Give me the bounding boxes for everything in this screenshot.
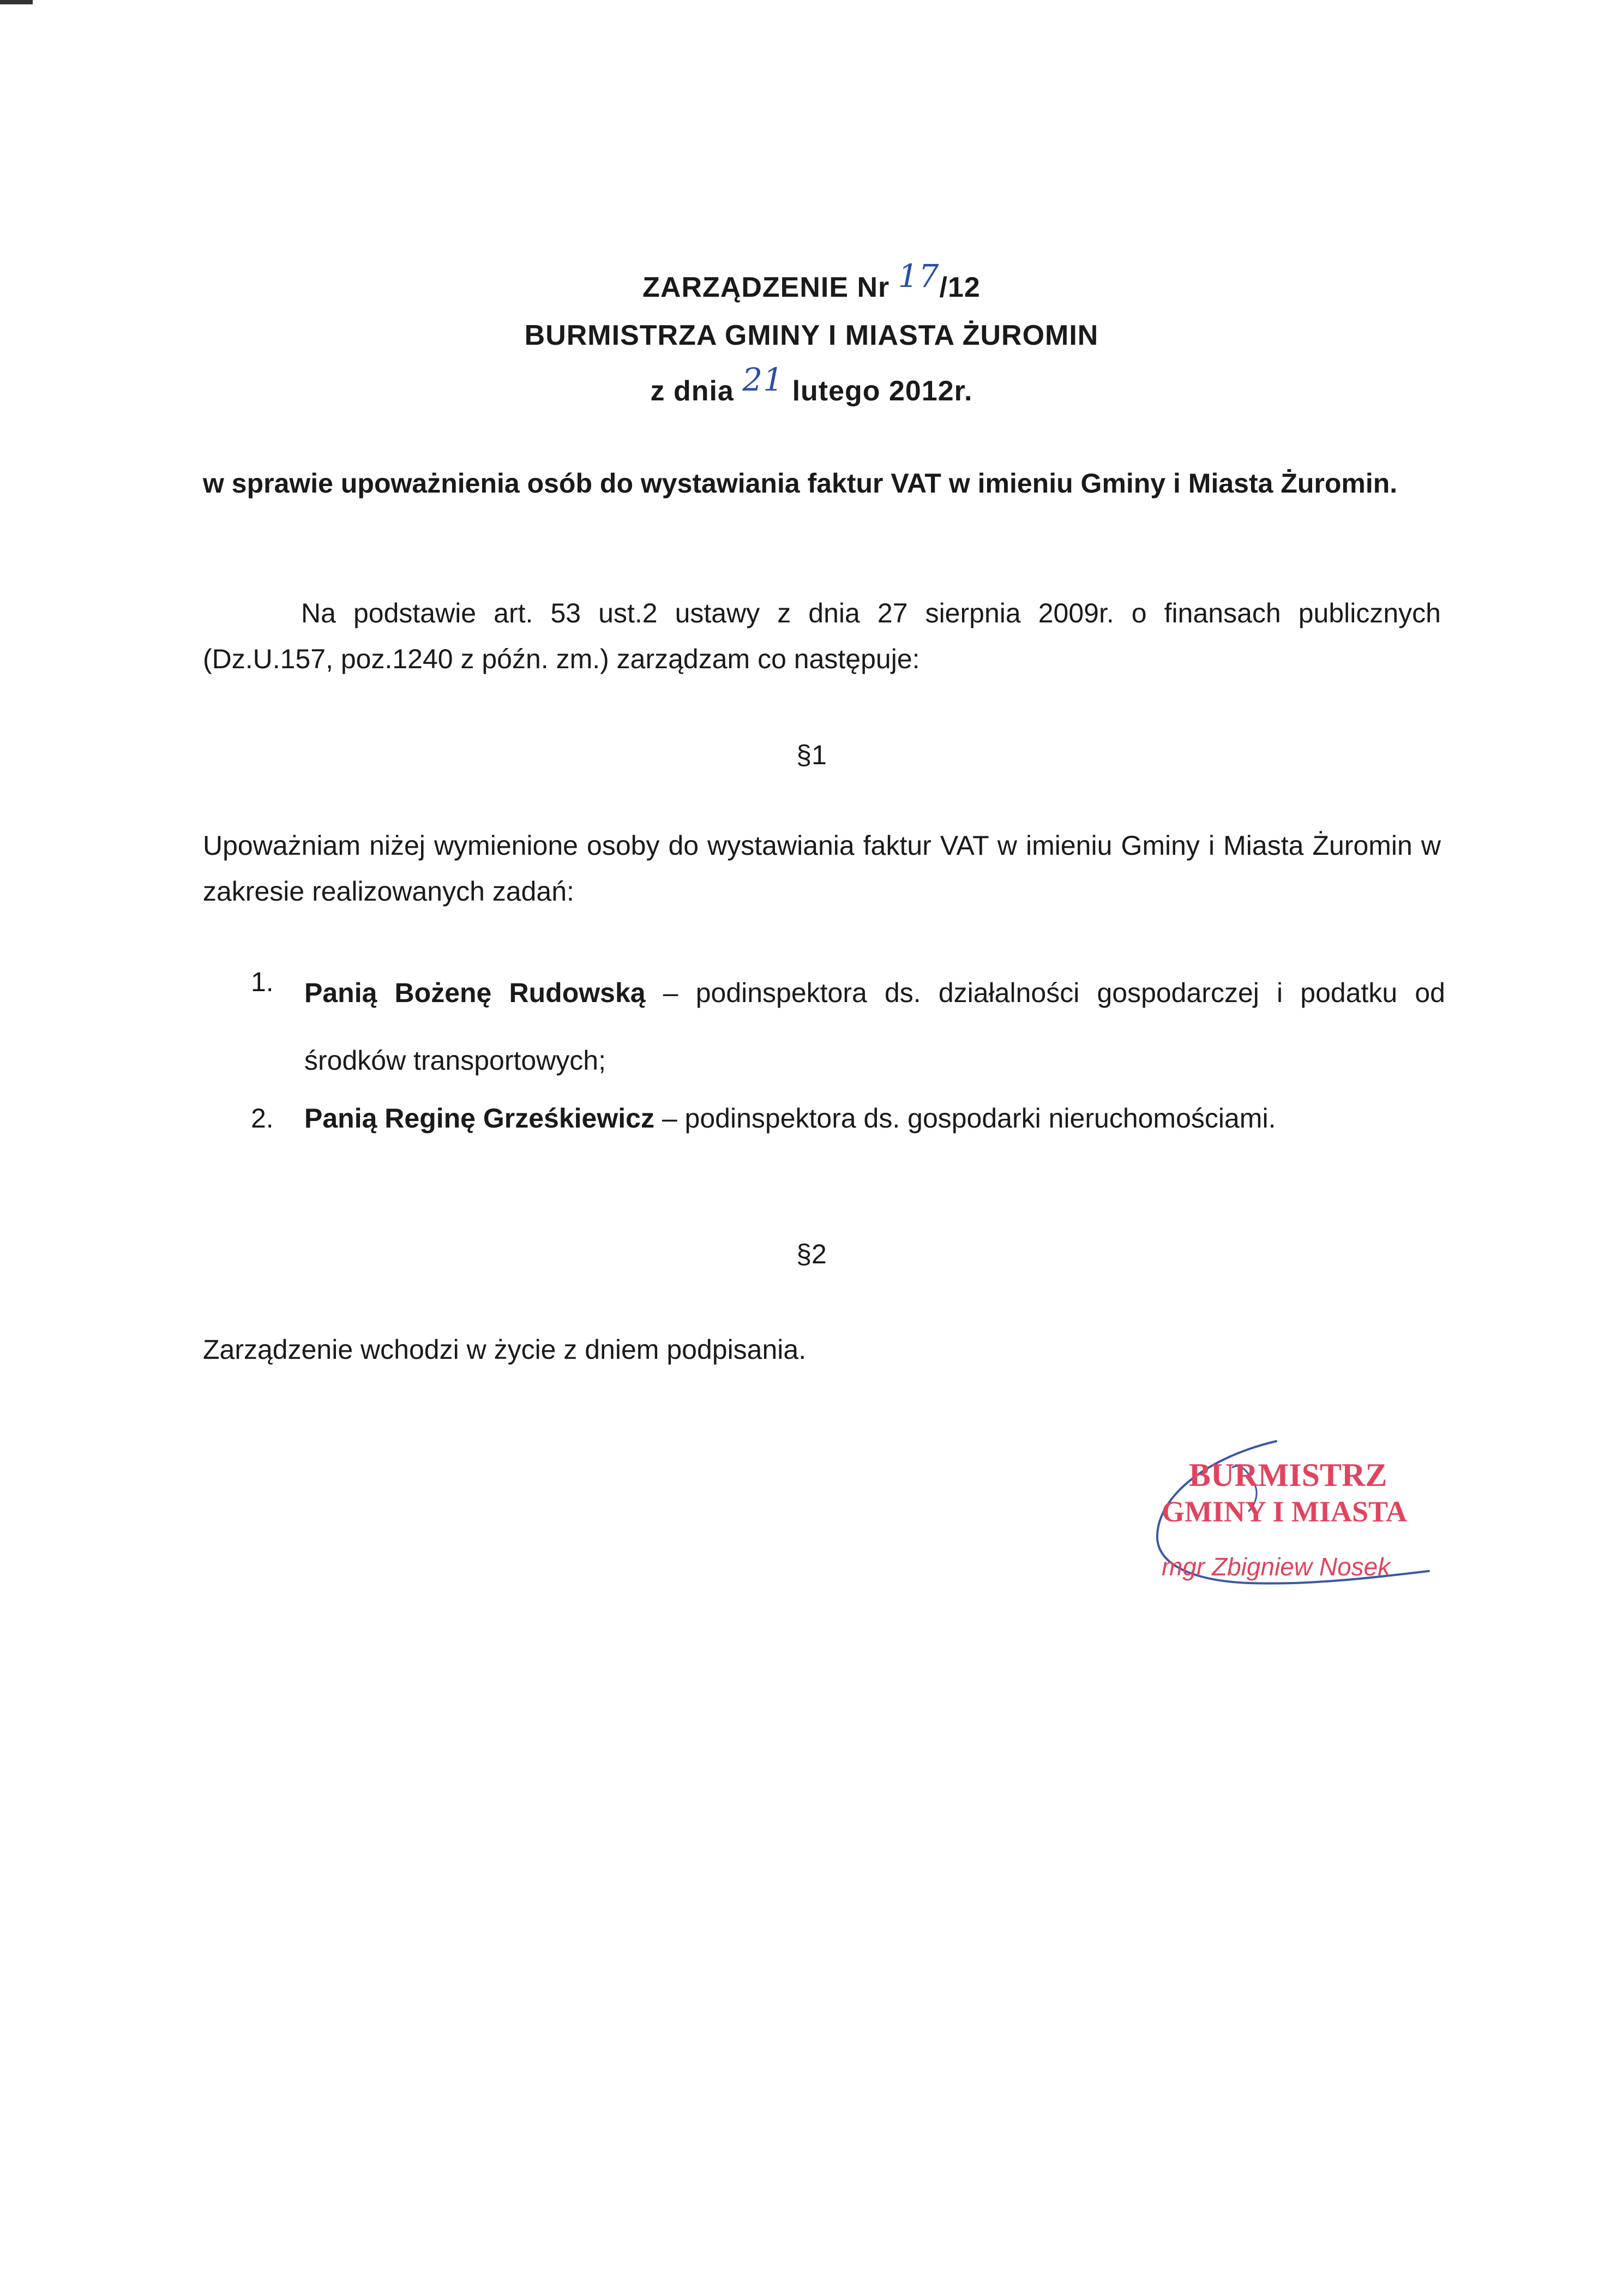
list-item-description: – podinspektora ds. gospodarki nieruchomościami.: [654, 1103, 1276, 1134]
decree-title-suffix: /12: [939, 272, 981, 303]
date-day-handwritten: 21: [742, 361, 784, 398]
section-1-title: §1: [796, 740, 827, 770]
scan-edge-mark: [0, 0, 33, 4]
date-prefix: z dnia: [650, 375, 734, 407]
section-2-title: §2: [796, 1239, 827, 1269]
stamp-title: BURMISTRZ: [1189, 1457, 1387, 1493]
date-suffix: lutego 2012r.: [792, 375, 973, 407]
list-item-number: 1.: [251, 967, 274, 997]
list-item: [251, 959, 1445, 1094]
mayor-stamp: [1145, 1435, 1451, 1609]
decree-number-handwritten: 17: [898, 257, 940, 295]
section-1-text: Upoważniam niżej wymienione osoby do wystawiania faktur VAT w imieniu Gminy i Miasta Żuromin w zakresie realizowanych zadań:: [203, 830, 1441, 907]
issuer-line: BURMISTRZA GMINY I MIASTA ŻUROMIN: [524, 320, 1099, 351]
date-line: [0, 361, 1623, 408]
list-item-body: [304, 1095, 1445, 1141]
list-item-description: – podinspektora ds. działalności gospodarczej i podatku od środków transportowych;: [304, 978, 1445, 1076]
stamp-signatory: mgr Zbigniew Nosek: [1162, 1552, 1391, 1581]
decree-title: [0, 257, 1623, 304]
list-item-number: 2.: [251, 1103, 274, 1134]
list-item-person: Panią Reginę Grześkiewicz: [304, 1103, 654, 1134]
list-item-body: [304, 959, 1445, 1094]
list-item: [251, 1095, 1445, 1141]
subject-line: w sprawie upoważnienia osób do wystawiania faktur VAT w imieniu Gminy i Miasta Żuromin.: [203, 468, 1398, 499]
list-item-person: Panią Bożenę Rudowską: [304, 978, 646, 1008]
legal-basis-paragraph: Na podstawie art. 53 ust.2 ustawy z dnia 27 sierpnia 2009r. o finansach publicznych (Dz.U.157, poz.1240 z późn. zm.) zarządzam co następuje:: [203, 598, 1441, 674]
stamp-subtitle: GMINY I MIASTA: [1162, 1495, 1408, 1528]
decree-title-prefix: ZARZĄDZENIE Nr: [642, 272, 890, 303]
section-2-text: Zarządzenie wchodzi w życie z dniem podpisania.: [203, 1334, 807, 1365]
